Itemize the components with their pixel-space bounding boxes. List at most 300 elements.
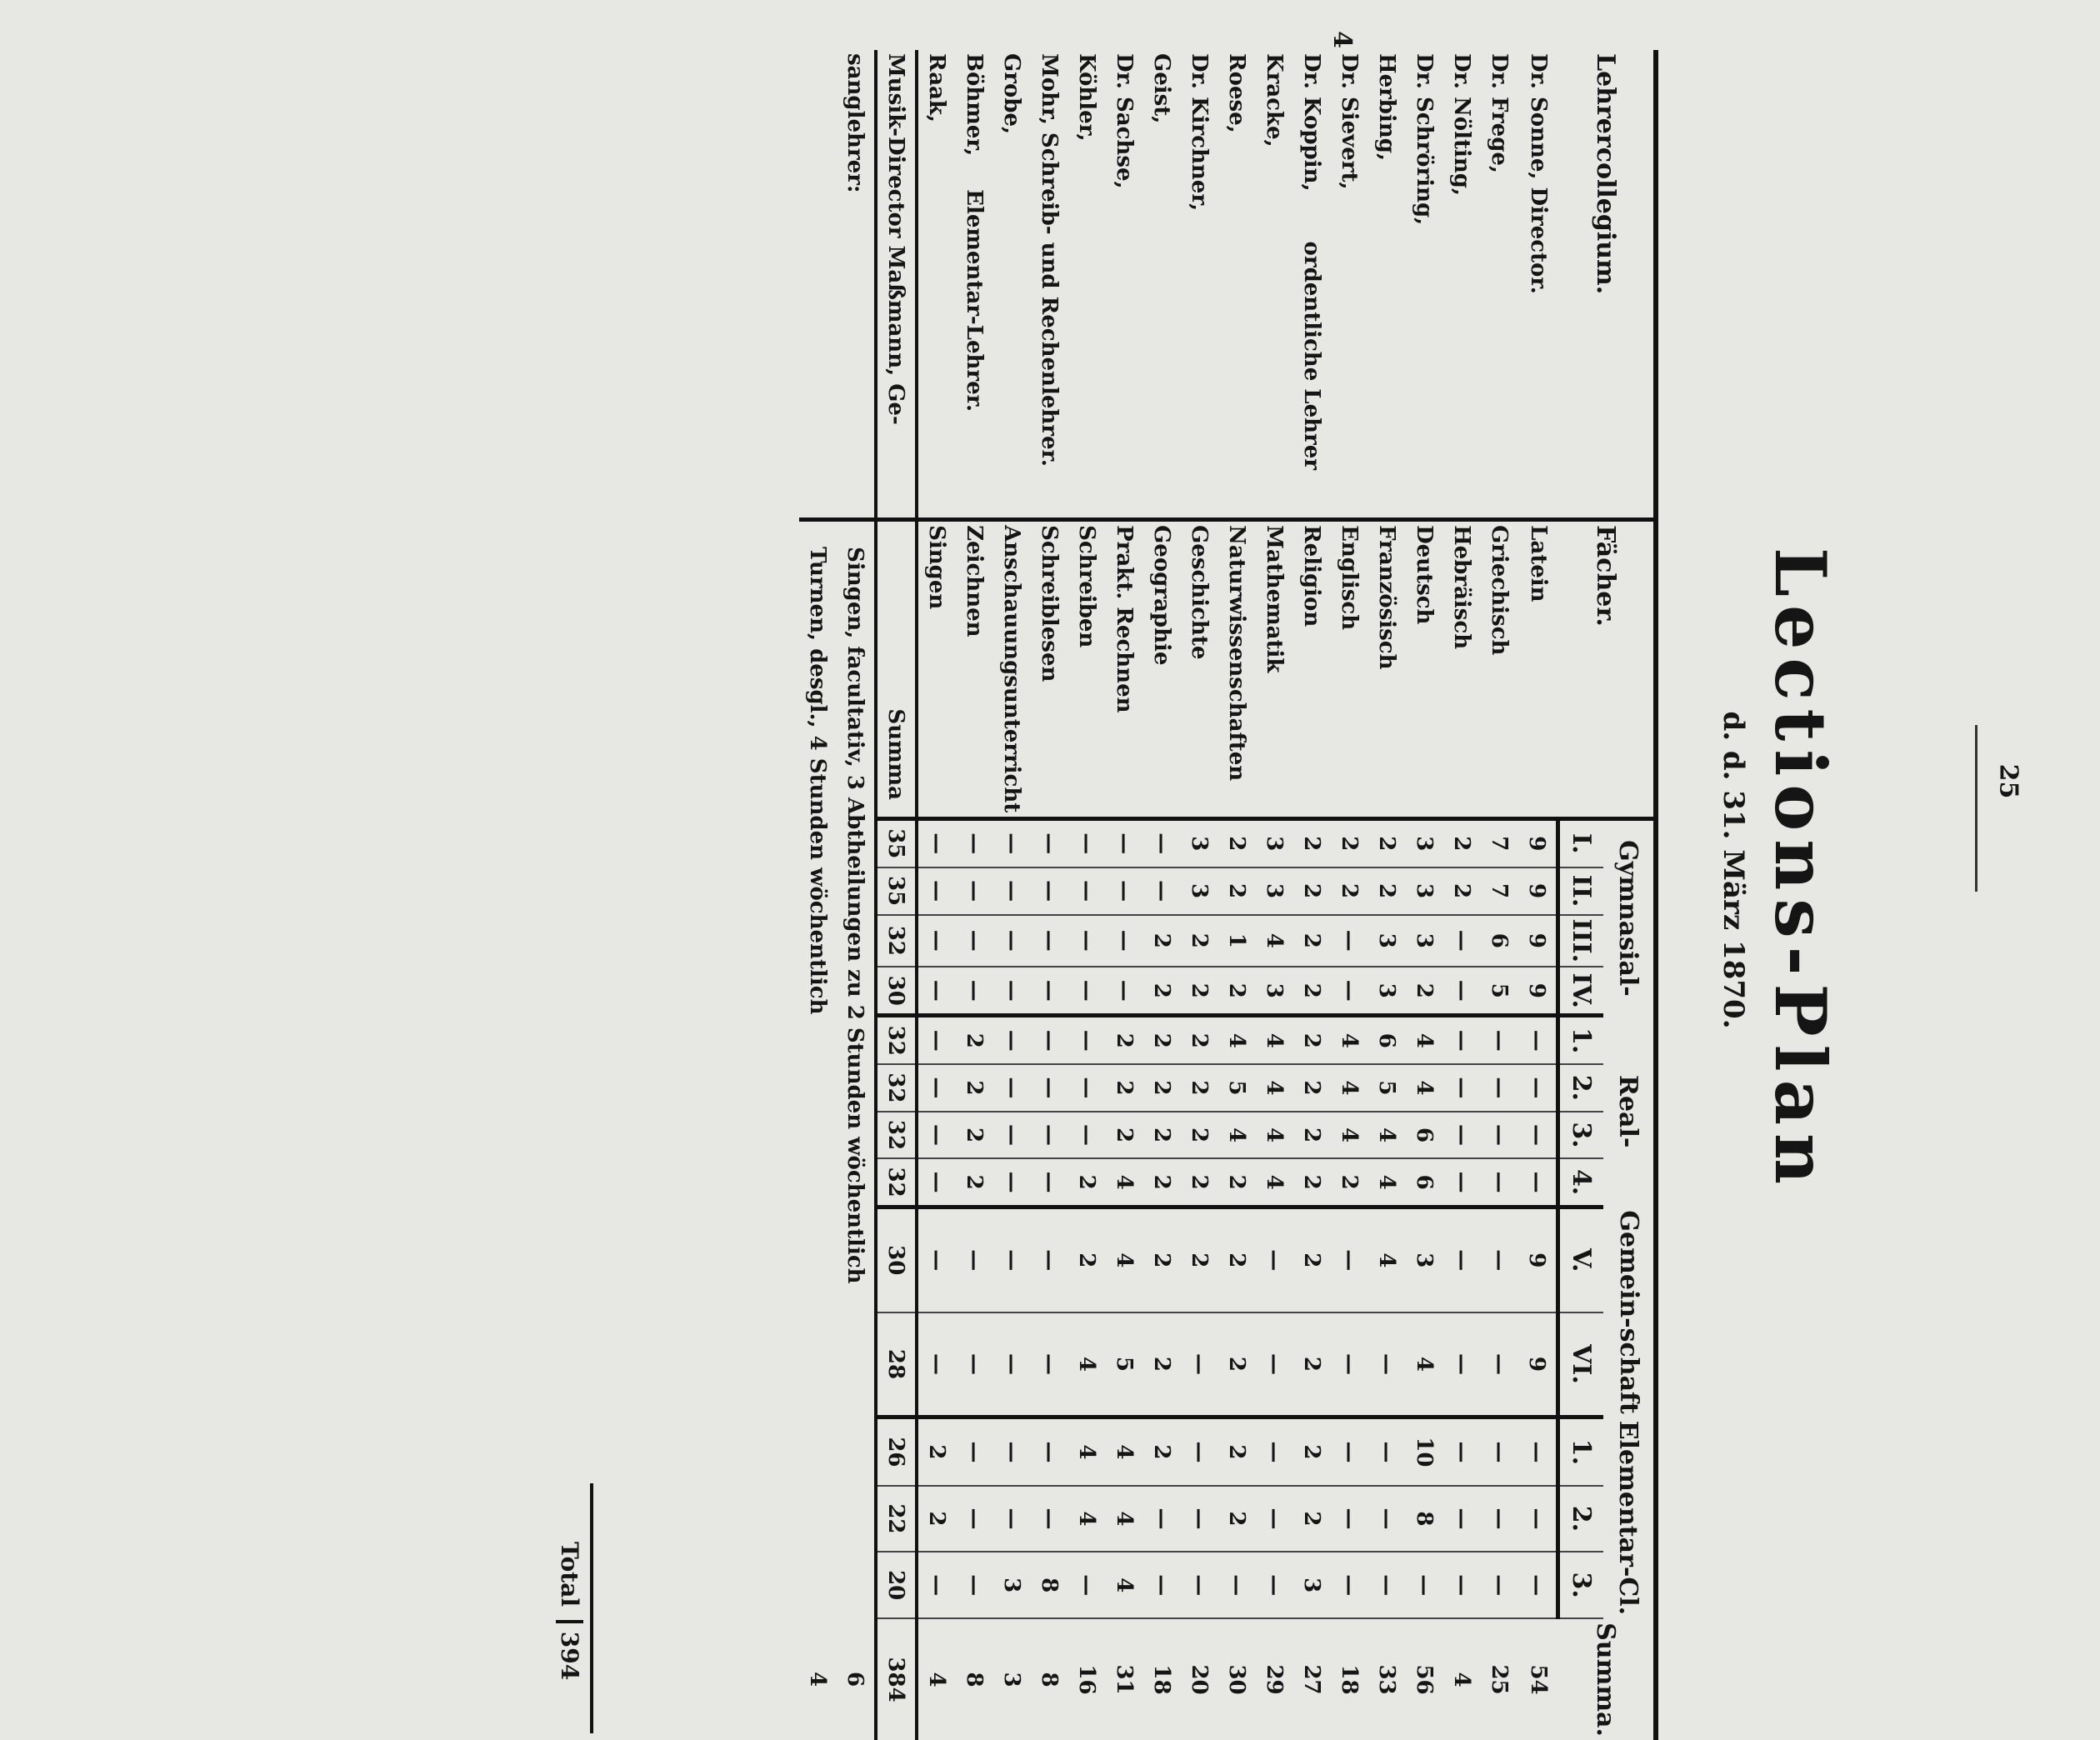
hours-cell: 2	[1106, 1064, 1143, 1112]
hours-cell: —	[917, 967, 956, 1016]
hours-cell: 2	[1181, 1064, 1218, 1112]
hours-cell: —	[1481, 1016, 1518, 1064]
class-header: IV.	[1558, 967, 1604, 1016]
subject-name: Naturwissenschaften	[1218, 520, 1256, 819]
subject-name: Mathematik	[1256, 520, 1293, 819]
hours-cell: —	[1368, 1552, 1406, 1618]
class-header: I.	[1558, 818, 1604, 867]
class-header: 1.	[1558, 1418, 1604, 1486]
hours-cell: 4	[1406, 1064, 1443, 1112]
hours-cell: 5	[1106, 1312, 1143, 1418]
teacher-name: Dr. Nölting,	[1443, 50, 1481, 520]
hours-cell: 4	[1256, 1064, 1293, 1112]
subject-name: Griechisch	[1481, 520, 1518, 819]
hours-cell: —	[1518, 1112, 1558, 1159]
class-header: III.	[1558, 915, 1604, 968]
hours-cell: 2	[1218, 1158, 1256, 1207]
hours-cell: —	[993, 868, 1031, 915]
hours-cell: —	[917, 818, 956, 867]
hours-cell: —	[1481, 1312, 1518, 1418]
row-sum: 33	[1374, 1664, 1400, 1695]
teacher-name: Grobe,	[993, 50, 1031, 520]
hours-cell: —	[1443, 1064, 1481, 1112]
hours-cell: 2	[1293, 1016, 1331, 1064]
hours-cell: 2	[1218, 1312, 1256, 1418]
hours-cell: —	[1143, 1486, 1181, 1552]
hours-cell: 2	[1293, 818, 1331, 867]
hours-cell: 5	[1481, 967, 1518, 1016]
hours-cell: 2	[1181, 915, 1218, 968]
hours-cell: 2	[1293, 1158, 1331, 1207]
hours-cell: —	[1331, 1486, 1368, 1552]
footer-text: Turnen, desgl., 4 Stunden wöchentlich	[805, 547, 831, 1015]
hours-cell: 2	[1443, 818, 1481, 867]
hours-cell: —	[1031, 818, 1068, 867]
hours-cell: 2	[1181, 1112, 1218, 1159]
hours-cell: 4	[1256, 1112, 1293, 1159]
hours-cell: —	[1331, 1207, 1368, 1312]
total-cell: 35	[876, 818, 917, 867]
hours-cell: 3	[1256, 967, 1293, 1016]
hours-cell: —	[1518, 1064, 1558, 1112]
hours-cell: 3	[1368, 967, 1406, 1016]
hours-cell: —	[956, 915, 993, 968]
hours-cell: —	[1068, 1552, 1106, 1618]
header-gymnasial: Gymnasial-	[1603, 818, 1656, 1015]
grand-total	[556, 1542, 583, 1680]
hours-cell: 2	[1293, 1112, 1331, 1159]
hours-cell: —	[1031, 1486, 1068, 1552]
hours-cell: 10	[1406, 1418, 1443, 1486]
hours-cell: 2	[1293, 868, 1331, 915]
hours-cell: —	[1481, 1552, 1518, 1618]
table-row	[1106, 50, 1143, 1740]
hours-cell: —	[1406, 1552, 1443, 1618]
hours-cell: 2	[1293, 1486, 1331, 1552]
hours-cell: —	[917, 1016, 956, 1064]
hours-cell: —	[1481, 1158, 1518, 1207]
table-row	[1406, 50, 1443, 1740]
hours-cell: —	[1031, 1207, 1068, 1312]
hours-cell: —	[1331, 967, 1368, 1016]
subject-name: Singen	[917, 520, 956, 819]
table-row	[876, 50, 917, 1740]
subject-name: Schreiben	[1068, 520, 1106, 819]
total-cell: 35	[876, 868, 917, 915]
class-header: 1.	[1558, 1016, 1604, 1064]
hours-cell: 6	[1406, 1112, 1443, 1159]
hours-cell: —	[1331, 1418, 1368, 1486]
page-title: Lections-Plan	[1759, 547, 1842, 1193]
hours-cell: —	[993, 915, 1031, 968]
teacher-group-elementar: Elementar-Lehrer.	[962, 189, 988, 412]
summa-label: Summa	[876, 520, 917, 819]
hours-cell: 2	[1406, 967, 1443, 1016]
hours-cell: —	[1106, 915, 1143, 968]
hours-cell: 4	[1068, 1312, 1106, 1418]
hours-cell: 7	[1481, 868, 1518, 915]
lections-table	[799, 50, 1658, 1740]
hours-cell: —	[1181, 1418, 1218, 1486]
table-row	[837, 50, 876, 1740]
teacher-name: Musik-Director Maßmann, Ge-	[876, 50, 917, 520]
hours-cell: —	[1181, 1312, 1218, 1418]
header-real: Real-	[1603, 1016, 1656, 1208]
hours-cell: 6	[1406, 1158, 1443, 1207]
hours-cell: 2	[1331, 868, 1368, 915]
hours-cell: —	[956, 1312, 993, 1418]
table-row	[1256, 50, 1293, 1740]
hours-cell: 7	[1481, 818, 1518, 867]
hours-cell: 4	[1106, 1418, 1143, 1486]
hours-cell: 9	[1518, 818, 1558, 867]
subject-name: Geographie	[1143, 520, 1181, 819]
hours-cell: 4	[1068, 1486, 1106, 1552]
hours-cell: 2	[956, 1158, 993, 1207]
hours-cell: 2	[1143, 1112, 1181, 1159]
total-cell: 22	[876, 1486, 917, 1552]
hours-cell: 2	[1143, 1016, 1181, 1064]
table-row	[917, 50, 956, 1740]
hours-cell: —	[1481, 1486, 1518, 1552]
hours-cell: 4	[1256, 1016, 1293, 1064]
hours-cell: —	[1481, 1112, 1518, 1159]
hours-cell: —	[1068, 915, 1106, 968]
table-row	[1481, 50, 1518, 1740]
hours-cell: —	[956, 1207, 993, 1312]
hours-cell: —	[1368, 1312, 1406, 1418]
teacher-name: Dr. Koppin,ordentliche Lehrer	[1293, 50, 1331, 520]
hours-cell: 3	[1293, 1552, 1331, 1618]
teacher-name: Dr. Frege,	[1481, 50, 1518, 520]
hours-cell: —	[917, 915, 956, 968]
row-sum: 8	[962, 1672, 988, 1688]
hours-cell: —	[1031, 1112, 1068, 1159]
teacher-name: Böhmer,Elementar-Lehrer.	[956, 50, 993, 520]
total-cell: 28	[876, 1312, 917, 1418]
table-row	[1143, 50, 1181, 1740]
grand-total-rule	[590, 1483, 593, 1733]
hours-cell: —	[1106, 868, 1143, 915]
hours-cell: 2	[917, 1486, 956, 1552]
hours-cell: —	[1031, 1312, 1068, 1418]
hours-cell: —	[1106, 967, 1143, 1016]
hours-cell: 2	[1293, 1064, 1331, 1112]
hours-cell: 2	[1293, 1312, 1331, 1418]
hours-cell: 4	[1068, 1418, 1106, 1486]
hours-cell: 3	[1406, 915, 1443, 968]
hours-cell: —	[917, 1207, 956, 1312]
class-header: 4.	[1558, 1158, 1604, 1207]
hours-cell: —	[1031, 1418, 1068, 1486]
teacher-name: Geist,	[1143, 50, 1181, 520]
row-sum: 56	[1412, 1664, 1438, 1695]
hours-cell: —	[1443, 1207, 1481, 1312]
hours-cell: —	[993, 1312, 1031, 1418]
row-sum: 25	[1487, 1664, 1512, 1695]
hours-cell: 2	[1293, 1418, 1331, 1486]
subject-name: Schreiblesen	[1031, 520, 1068, 819]
header-gemeinschaft: Gemein-schaft	[1603, 1207, 1656, 1417]
hours-cell: —	[917, 1158, 956, 1207]
total-cell: 20	[876, 1552, 917, 1618]
table-row	[1218, 50, 1256, 1740]
row-sum: 18	[1149, 1664, 1175, 1695]
hours-cell: 9	[1518, 1312, 1558, 1418]
table-row	[799, 50, 837, 1740]
hours-cell: —	[1143, 868, 1181, 915]
hours-cell: —	[917, 1064, 956, 1112]
teacher-name: Kracke,	[1256, 50, 1293, 520]
hours-cell: —	[1443, 1486, 1481, 1552]
total-cell: 32	[876, 1064, 917, 1112]
hours-cell: —	[1368, 1486, 1406, 1552]
hours-cell: —	[993, 1418, 1031, 1486]
hours-cell: 3	[1368, 915, 1406, 968]
table-row	[956, 50, 993, 1740]
class-header: VI.	[1558, 1312, 1604, 1418]
header-summa: Summa.	[1558, 1618, 1657, 1740]
hours-cell: 4	[1368, 1207, 1406, 1312]
class-header: 3.	[1558, 1112, 1604, 1159]
hours-cell: 2	[1143, 1158, 1181, 1207]
hours-cell: 4	[1331, 1112, 1368, 1159]
hours-cell: 3	[1256, 818, 1293, 867]
total-sum: 384	[876, 1618, 917, 1740]
footer-text: Singen, facultativ, 3 Abtheilungen zu 2 Stunden wöchentlich	[842, 547, 868, 1284]
hours-cell: 2	[1218, 868, 1256, 915]
row-sum: 8	[1037, 1672, 1062, 1688]
hours-cell: —	[1518, 1158, 1558, 1207]
header-subjects: Fächer.	[1558, 520, 1657, 819]
hours-cell: —	[1518, 1016, 1558, 1064]
hours-cell: —	[1331, 1312, 1368, 1418]
row-sum: 27	[1299, 1664, 1325, 1695]
hours-cell: —	[917, 1552, 956, 1618]
row-sum: 20	[1187, 1664, 1212, 1695]
hours-cell: —	[1068, 818, 1106, 867]
hours-cell: —	[956, 818, 993, 867]
row-sum: 30	[1224, 1664, 1250, 1695]
hours-cell: 4	[1406, 1016, 1443, 1064]
hours-cell: —	[1256, 1312, 1293, 1418]
total-cell: 30	[876, 1207, 917, 1312]
hours-cell: 2	[1143, 1207, 1181, 1312]
class-header: 2.	[1558, 1064, 1604, 1112]
hours-cell: —	[1031, 868, 1068, 915]
hours-cell: —	[917, 1312, 956, 1418]
hours-cell: 5	[1368, 1064, 1406, 1112]
hours-cell: 2	[956, 1016, 993, 1064]
total-cell: 32	[876, 1016, 917, 1064]
hours-cell: —	[993, 1016, 1031, 1064]
teacher-name: sanglehrer:	[837, 50, 876, 520]
hours-cell: 8	[1031, 1552, 1068, 1618]
hours-cell: 2	[1181, 1016, 1218, 1064]
hours-cell: 4	[1106, 1552, 1143, 1618]
class-header: V.	[1558, 1207, 1604, 1312]
hours-cell: —	[1106, 818, 1143, 867]
hours-cell: —	[993, 1486, 1031, 1552]
teacher-name: Herbing,	[1368, 50, 1406, 520]
hours-cell: 2	[1143, 1064, 1181, 1112]
hours-cell: 2	[1181, 967, 1218, 1016]
table-row	[1181, 50, 1218, 1740]
total-cell: 26	[876, 1418, 917, 1486]
hours-cell: 2	[1331, 818, 1368, 867]
row-sum: 3	[999, 1672, 1025, 1688]
total-cell: 32	[876, 1158, 917, 1207]
hours-cell: 9	[1518, 967, 1558, 1016]
hours-cell: —	[1443, 1016, 1481, 1064]
hours-cell: 8	[1406, 1486, 1443, 1552]
hours-cell: 2	[1106, 1112, 1143, 1159]
hours-cell: —	[993, 967, 1031, 1016]
teacher-name: Dr. Sonne, Director.	[1518, 50, 1558, 520]
teacher-name: Dr. Kirchner,	[1181, 50, 1218, 520]
hours-cell: 2	[1293, 1207, 1331, 1312]
hours-cell: 6	[1481, 915, 1518, 968]
hours-cell: 2	[1218, 818, 1256, 867]
grand-total-value: 394	[556, 1620, 583, 1680]
hours-cell: —	[1368, 1418, 1406, 1486]
corner-mark: 4	[1327, 31, 1357, 48]
row-sum: 16	[1074, 1664, 1100, 1695]
hours-cell: —	[1331, 1552, 1368, 1618]
teacher-group-ordentliche: ordentliche Lehrer	[1299, 241, 1325, 470]
hours-cell: —	[956, 868, 993, 915]
subject-name: Religion	[1293, 520, 1331, 819]
hours-cell: 2	[1293, 915, 1331, 968]
teacher-name: Dr. Sievert,	[1331, 50, 1368, 520]
teacher-name: Köhler,	[1068, 50, 1106, 520]
hours-cell: 2	[1143, 967, 1181, 1016]
hours-cell: 2	[956, 1112, 993, 1159]
hours-cell: —	[1181, 1486, 1218, 1552]
hours-cell: 4	[1218, 1112, 1256, 1159]
class-header: 2.	[1558, 1486, 1604, 1552]
hours-cell: —	[1443, 1312, 1481, 1418]
hours-cell: 3	[1181, 818, 1218, 867]
subject-name: Hebräisch	[1443, 520, 1481, 819]
hours-cell: 2	[917, 1418, 956, 1486]
teacher-name: Mohr, Schreib- und Rechenlehrer.	[1031, 50, 1068, 520]
subject-name: Zeichnen	[956, 520, 993, 819]
hours-cell: 4	[1368, 1112, 1406, 1159]
class-header: II.	[1558, 868, 1604, 915]
header-elementar: Elementar-Cl.	[1603, 1418, 1656, 1618]
header-teachers: Lehrercollegium.	[1558, 50, 1657, 520]
hours-cell: —	[1443, 967, 1481, 1016]
hours-cell: —	[1518, 1486, 1558, 1552]
hours-cell: 2	[1143, 1312, 1181, 1418]
hours-cell: —	[1031, 967, 1068, 1016]
subject-name: Prakt. Rechnen	[1106, 520, 1143, 819]
subject-name: Geschichte	[1181, 520, 1218, 819]
hours-cell: 3	[1406, 868, 1443, 915]
hours-cell: —	[1256, 1207, 1293, 1312]
hours-cell: 2	[1443, 868, 1481, 915]
hours-cell: —	[1143, 1552, 1181, 1618]
hours-cell: —	[956, 1552, 993, 1618]
subject-name: Englisch	[1331, 520, 1368, 819]
hours-cell: —	[1443, 1112, 1481, 1159]
hours-cell: 2	[1068, 1158, 1106, 1207]
hours-cell: 9	[1518, 1207, 1558, 1312]
hours-cell: 2	[1218, 1418, 1256, 1486]
teacher-name: Dr. Sachse,	[1106, 50, 1143, 520]
table-row	[1443, 50, 1481, 1740]
table-row	[1068, 50, 1106, 1740]
hours-cell: —	[1031, 1158, 1068, 1207]
row-sum: 18	[1337, 1664, 1362, 1695]
hours-cell: 2	[1368, 818, 1406, 867]
hours-cell: 4	[1106, 1486, 1143, 1552]
total-cell: 32	[876, 1112, 917, 1159]
total-cell: 32	[876, 915, 917, 968]
subject-name: Französisch	[1368, 520, 1406, 819]
hours-cell: 2	[1368, 868, 1406, 915]
subject-name: Deutsch	[1406, 520, 1443, 819]
hours-cell: 4	[1331, 1064, 1368, 1112]
subject-name: Latein	[1518, 520, 1558, 819]
hours-cell: 4	[1106, 1158, 1143, 1207]
hours-cell: —	[993, 818, 1031, 867]
hours-cell: 4	[1368, 1158, 1406, 1207]
hours-cell: —	[1068, 868, 1106, 915]
hours-cell: 3	[1256, 868, 1293, 915]
hours-cell: 2	[956, 1064, 993, 1112]
hours-cell: 2	[1293, 967, 1331, 1016]
hours-cell: —	[956, 967, 993, 1016]
hours-cell: —	[993, 1112, 1031, 1159]
hours-cell: —	[1443, 1418, 1481, 1486]
page-number: 25	[1993, 763, 2023, 799]
teacher-empty	[799, 50, 837, 520]
hours-cell: —	[1331, 915, 1368, 968]
hours-cell: —	[1518, 1418, 1558, 1486]
hours-cell: 4	[1331, 1016, 1368, 1064]
class-header: 3.	[1558, 1552, 1604, 1618]
hours-cell: —	[956, 1418, 993, 1486]
hours-cell: 2	[1068, 1207, 1106, 1312]
hours-cell: 6	[1368, 1016, 1406, 1064]
hours-cell: —	[1143, 818, 1181, 867]
table-row	[993, 50, 1031, 1740]
hours-cell: —	[993, 1158, 1031, 1207]
teacher-name: Roese,	[1218, 50, 1256, 520]
hours-cell: —	[1481, 1064, 1518, 1112]
hours-cell: —	[1443, 1158, 1481, 1207]
hours-cell: 3	[1406, 1207, 1443, 1312]
hours-cell: 2	[1143, 1418, 1181, 1486]
hours-cell: —	[1031, 1064, 1068, 1112]
footer-sum: 4	[805, 1671, 831, 1688]
hours-cell: 2	[1143, 915, 1181, 968]
hours-cell: —	[1068, 967, 1106, 1016]
hours-cell: —	[917, 868, 956, 915]
hours-cell: 2	[1181, 1207, 1218, 1312]
hours-cell: 2	[1218, 967, 1256, 1016]
subject-name: Anschauungsunterricht	[993, 520, 1031, 819]
hours-cell: 2	[1181, 1158, 1218, 1207]
hours-cell: 2	[1331, 1158, 1368, 1207]
hours-cell: 4	[1256, 1158, 1293, 1207]
table-row	[1293, 50, 1331, 1740]
row-sum: 29	[1262, 1664, 1288, 1695]
hours-cell: 5	[1218, 1064, 1256, 1112]
hours-cell: 2	[1218, 1486, 1256, 1552]
